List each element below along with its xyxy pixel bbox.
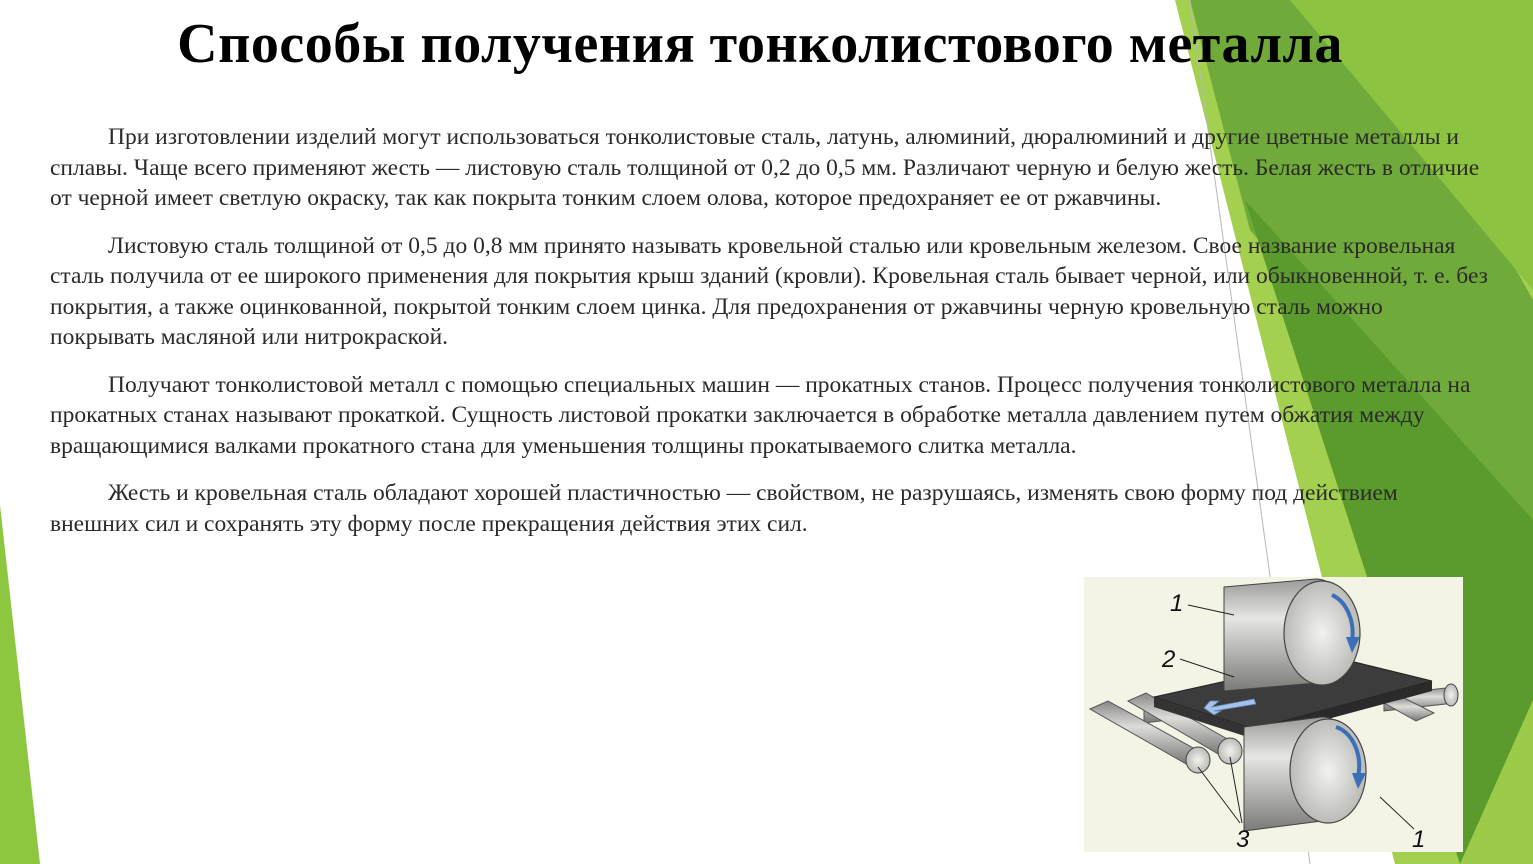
slide-body (50, 122, 1490, 556)
paragraph-rolling-mills: Получают тонколистовой металл с помощью специальных машин — прокатных станов. Процесс получения тонколистового металла на прокатных станах называют прокаткой. Сущность листовой прокатки заключается в обработке металла давлением путем обжатия между вращающимися валками прокатного стана для уменьшения толщины прокатываемого слитка металла. (50, 371, 1471, 459)
top-work-roll (1224, 579, 1360, 691)
bottom-work-roll (1244, 717, 1366, 831)
label-top-roll: 1 (1170, 590, 1184, 617)
left-green-triangle (0, 505, 40, 864)
paragraph-thin-sheet-materials: При изготовлении изделий могут использоваться тонколистовые сталь, латунь, алюминий, дюралюминий и другие цветные металлы и сплавы. Чаще всего применяют жесть — листовую сталь толщиной от 0,2 до 0,5 мм. Различают черную и белую жесть. Белая жесть в отличие от черной имеет светлую окраску, так как покрыта тонким слоем олова, которое предохраняет ее от ржавчины. (50, 124, 1480, 211)
rolling-mill-illustration (1084, 577, 1463, 852)
label-guide-rolls: 3 (1236, 826, 1250, 852)
label-bottom-roll: 1 (1412, 826, 1426, 852)
label-sheet: 2 (1162, 646, 1176, 673)
paragraph-roofing-steel: Листовую сталь толщиной от 0,5 до 0,8 мм принято называть кровельной сталью или кровельным железом. Свое название кровельная сталь получила от ее широкого применения для покрытия крыш зданий (кровли). Кровельная сталь бывает черной, или обыкновенной, т. е. без покрытия, а также оцинкованной, покрытой тонким слоем цинка. Для предохранения от ржавчины черную кровельную сталь можно покрывать масляной или нитрокраской. (50, 232, 1488, 350)
paragraph-plasticity: Жесть и кровельная сталь обладают хорошей пластичностью — свойством, не разрушаясь, изменять свою форму под действием внешних сил и сохранять эту форму после прекращения действия этих сил. (50, 480, 1398, 537)
slide-title: Способы получения тонколистового металла (177, 13, 1343, 75)
